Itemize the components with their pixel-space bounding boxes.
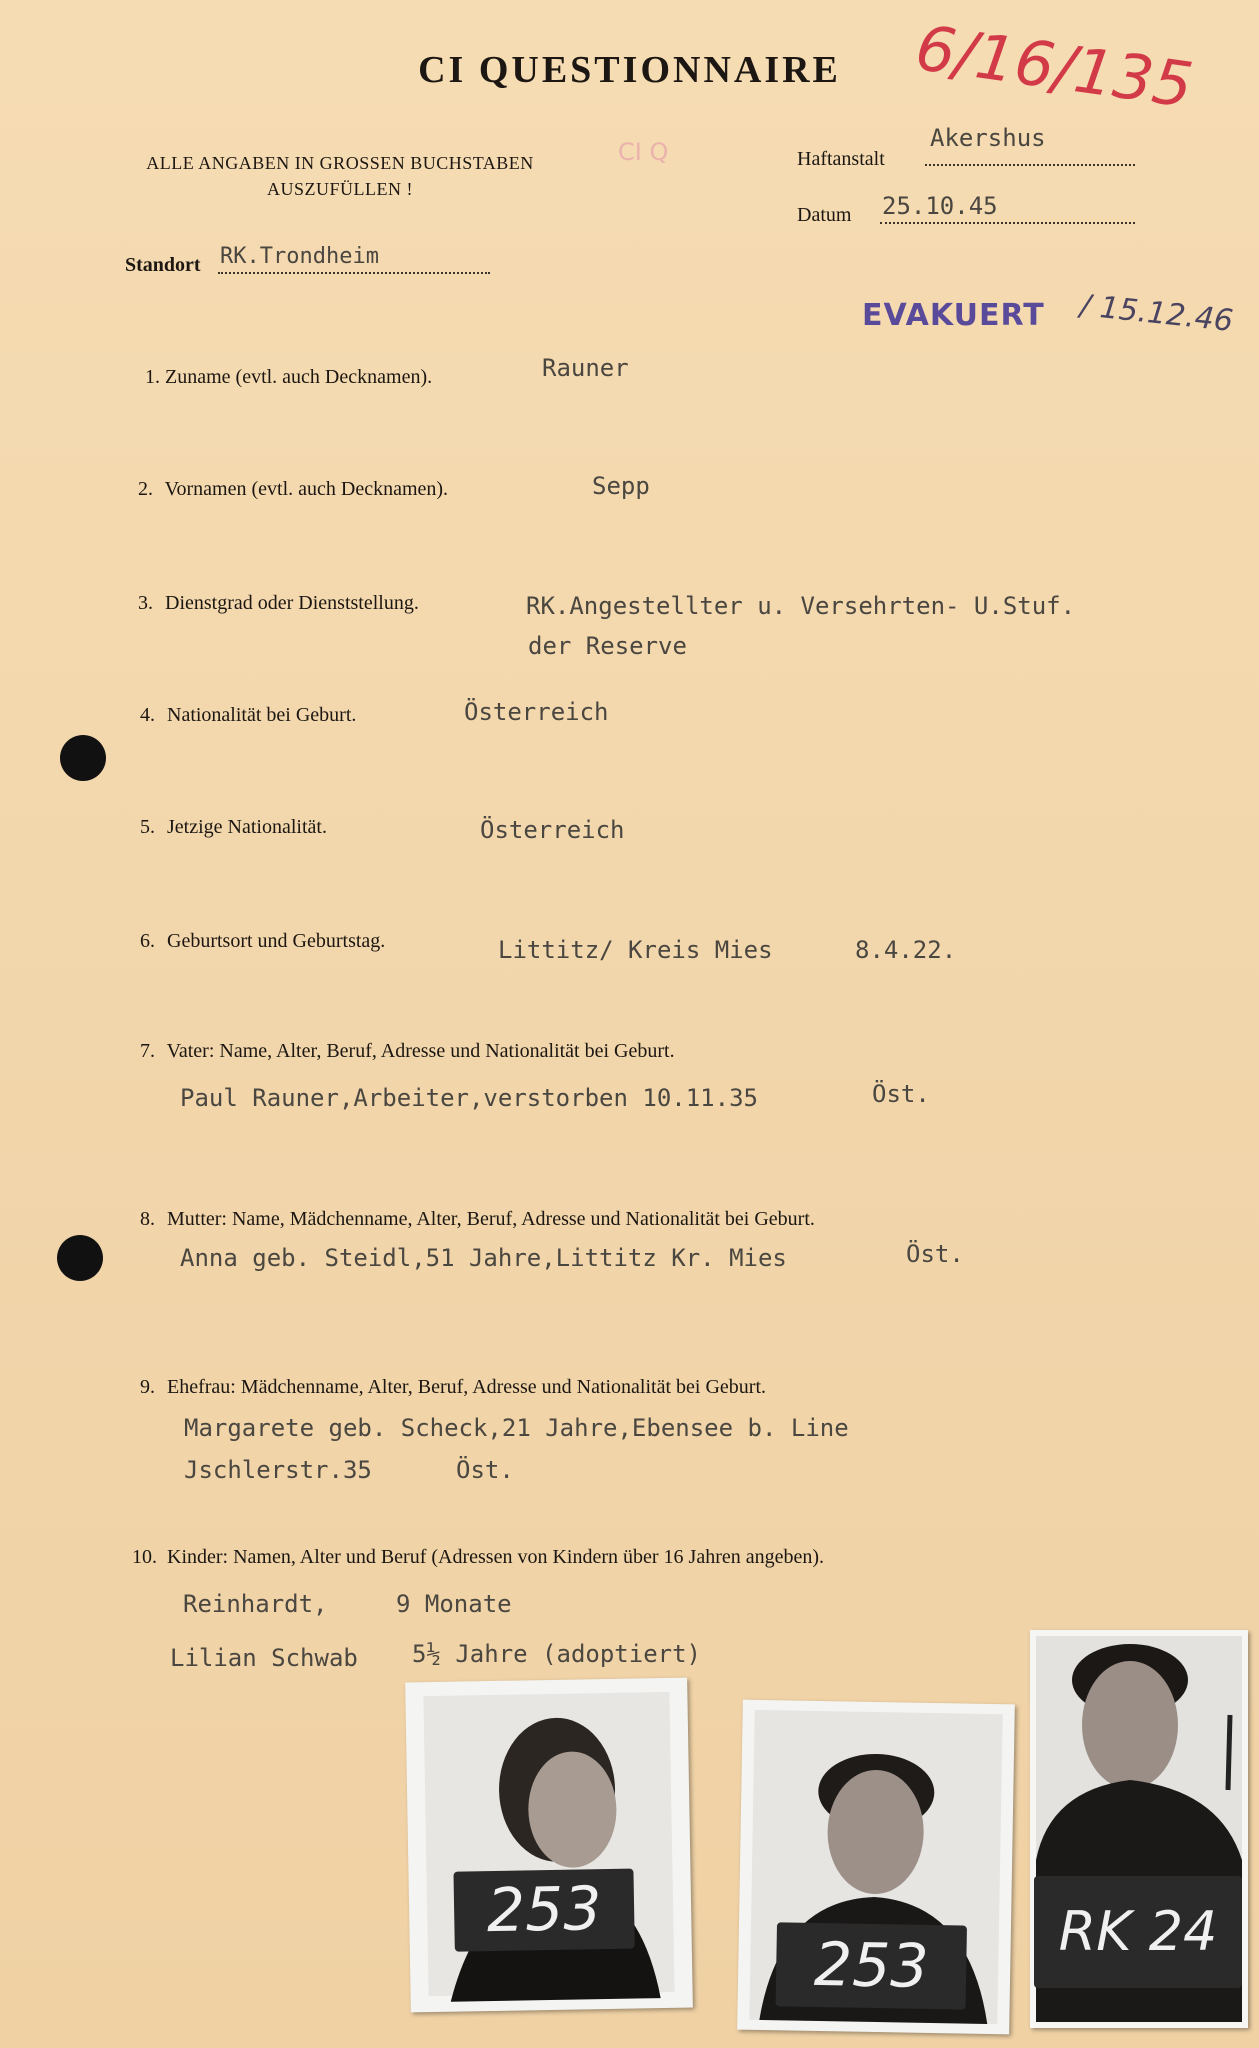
question-10 bbox=[132, 1546, 824, 1569]
answer-3-line-2: der Reserve bbox=[528, 632, 687, 660]
question-label: Kinder: Namen, Alter und Beruf (Adressen von Kindern über 16 Jahren angeben). bbox=[167, 1546, 825, 1568]
answer-4: Österreich bbox=[464, 698, 609, 726]
answer-8: Anna geb. Steidl,51 Jahre,Littitz Kr. Mies bbox=[180, 1244, 787, 1272]
question-label: Jetzige Nationalität. bbox=[167, 816, 327, 838]
haftanstalt-label: Haftanstalt bbox=[797, 148, 885, 170]
question-label: Zuname (evtl. auch Decknamen). bbox=[165, 366, 433, 388]
instruction-line-1: ALLE ANGABEN IN GROSSEN BUCHSTABEN bbox=[146, 153, 534, 173]
answer-6: Littitz/ Kreis Mies bbox=[498, 936, 773, 964]
evakuert-stamp: EVAKUERT bbox=[862, 298, 1045, 333]
question-label: Nationalität bei Geburt. bbox=[167, 704, 357, 726]
answer-3: RK.Angestellter u. Versehrten- U.Stuf. bbox=[526, 592, 1076, 620]
question-number: 10. bbox=[132, 1546, 157, 1568]
question-number: 5. bbox=[140, 816, 155, 838]
standort-value: RK.Trondheim bbox=[220, 244, 379, 269]
answer-1: Rauner bbox=[542, 354, 629, 382]
answer-8-nationality: Öst. bbox=[906, 1240, 964, 1268]
instruction-line-2: AUSZUFÜLLEN ! bbox=[267, 179, 413, 199]
evakuert-date: / 15.12.46 bbox=[1078, 288, 1235, 339]
question-6 bbox=[140, 930, 385, 953]
question-number: 8. bbox=[140, 1208, 155, 1230]
question-1 bbox=[138, 366, 432, 389]
question-number: 4. bbox=[140, 704, 155, 726]
question-number: 9. bbox=[140, 1376, 155, 1398]
answer-10-child-2: Lilian Schwab bbox=[170, 1644, 358, 1672]
answer-5: Österreich bbox=[480, 816, 625, 844]
answer-7: Paul Rauner,Arbeiter,verstorben 10.11.35 bbox=[180, 1084, 758, 1112]
punch-hole-top bbox=[60, 735, 106, 781]
question-7 bbox=[140, 1040, 675, 1063]
standort-field bbox=[218, 246, 490, 274]
datum-field bbox=[880, 190, 1135, 224]
punch-hole-bottom bbox=[57, 1235, 103, 1281]
question-2 bbox=[138, 478, 448, 501]
mugshot-front bbox=[737, 1700, 1015, 2035]
answer-6-date: 8.4.22. bbox=[855, 936, 957, 964]
question-number: 1. bbox=[145, 366, 160, 388]
instruction-text bbox=[110, 150, 570, 202]
question-number: 6. bbox=[140, 930, 155, 952]
question-9 bbox=[140, 1376, 766, 1399]
question-number: 3. bbox=[138, 592, 153, 614]
answer-2: Sepp bbox=[592, 472, 650, 500]
datum-value: 25.10.45 bbox=[882, 192, 998, 220]
slate-number: 253 bbox=[776, 1922, 967, 2009]
answer-9-nationality: Öst. bbox=[456, 1456, 514, 1484]
slate-number: 253 bbox=[453, 1869, 634, 1952]
mugshot-profile bbox=[405, 1678, 693, 2013]
haftanstalt-field bbox=[925, 124, 1135, 166]
question-label: Geburtsort und Geburtstag. bbox=[167, 930, 386, 952]
question-label: Vornamen (evtl. auch Decknamen). bbox=[164, 478, 449, 500]
answer-9: Margarete geb. Scheck,21 Jahre,Ebensee b. Line bbox=[184, 1414, 849, 1442]
question-4 bbox=[140, 704, 356, 727]
answer-7-nationality: Öst. bbox=[872, 1080, 930, 1108]
question-number: 7. bbox=[140, 1040, 155, 1062]
question-3 bbox=[138, 592, 419, 615]
question-number: 2. bbox=[138, 478, 153, 500]
slate-number: RK 24 bbox=[1034, 1876, 1242, 1988]
question-label: Mutter: Name, Mädchenname, Alter, Beruf, Adresse und Nationalität bei Geburt. bbox=[167, 1208, 815, 1230]
question-8 bbox=[140, 1208, 815, 1231]
standort-label: Standort bbox=[125, 254, 201, 276]
handwritten-reference: 6/16/135 bbox=[911, 10, 1198, 123]
question-label: Vater: Name, Alter, Beruf, Adresse und Nationalität bei Geburt. bbox=[166, 1040, 675, 1062]
haftanstalt-value: Akershus bbox=[930, 124, 1046, 152]
datum-label: Datum bbox=[797, 204, 852, 226]
page-title: CI QUESTIONNAIRE bbox=[418, 49, 841, 91]
mugshot-front-2 bbox=[1030, 1630, 1248, 2028]
question-label: Dienstgrad oder Dienststellung. bbox=[165, 592, 419, 614]
profile-portrait-image bbox=[405, 1678, 693, 2013]
question-label: Ehefrau: Mädchenname, Alter, Beruf, Adresse und Nationalität bei Geburt. bbox=[167, 1376, 767, 1398]
faint-stamp: CI Q bbox=[618, 138, 669, 166]
answer-9-line-2: Jschlerstr.35 bbox=[184, 1456, 372, 1484]
answer-10-child-1: Reinhardt, bbox=[183, 1590, 328, 1618]
answer-10-child-2-age: 5½ Jahre (adoptiert) bbox=[412, 1640, 701, 1668]
question-5 bbox=[140, 816, 327, 839]
answer-10-child-1-age: 9 Monate bbox=[396, 1590, 512, 1618]
